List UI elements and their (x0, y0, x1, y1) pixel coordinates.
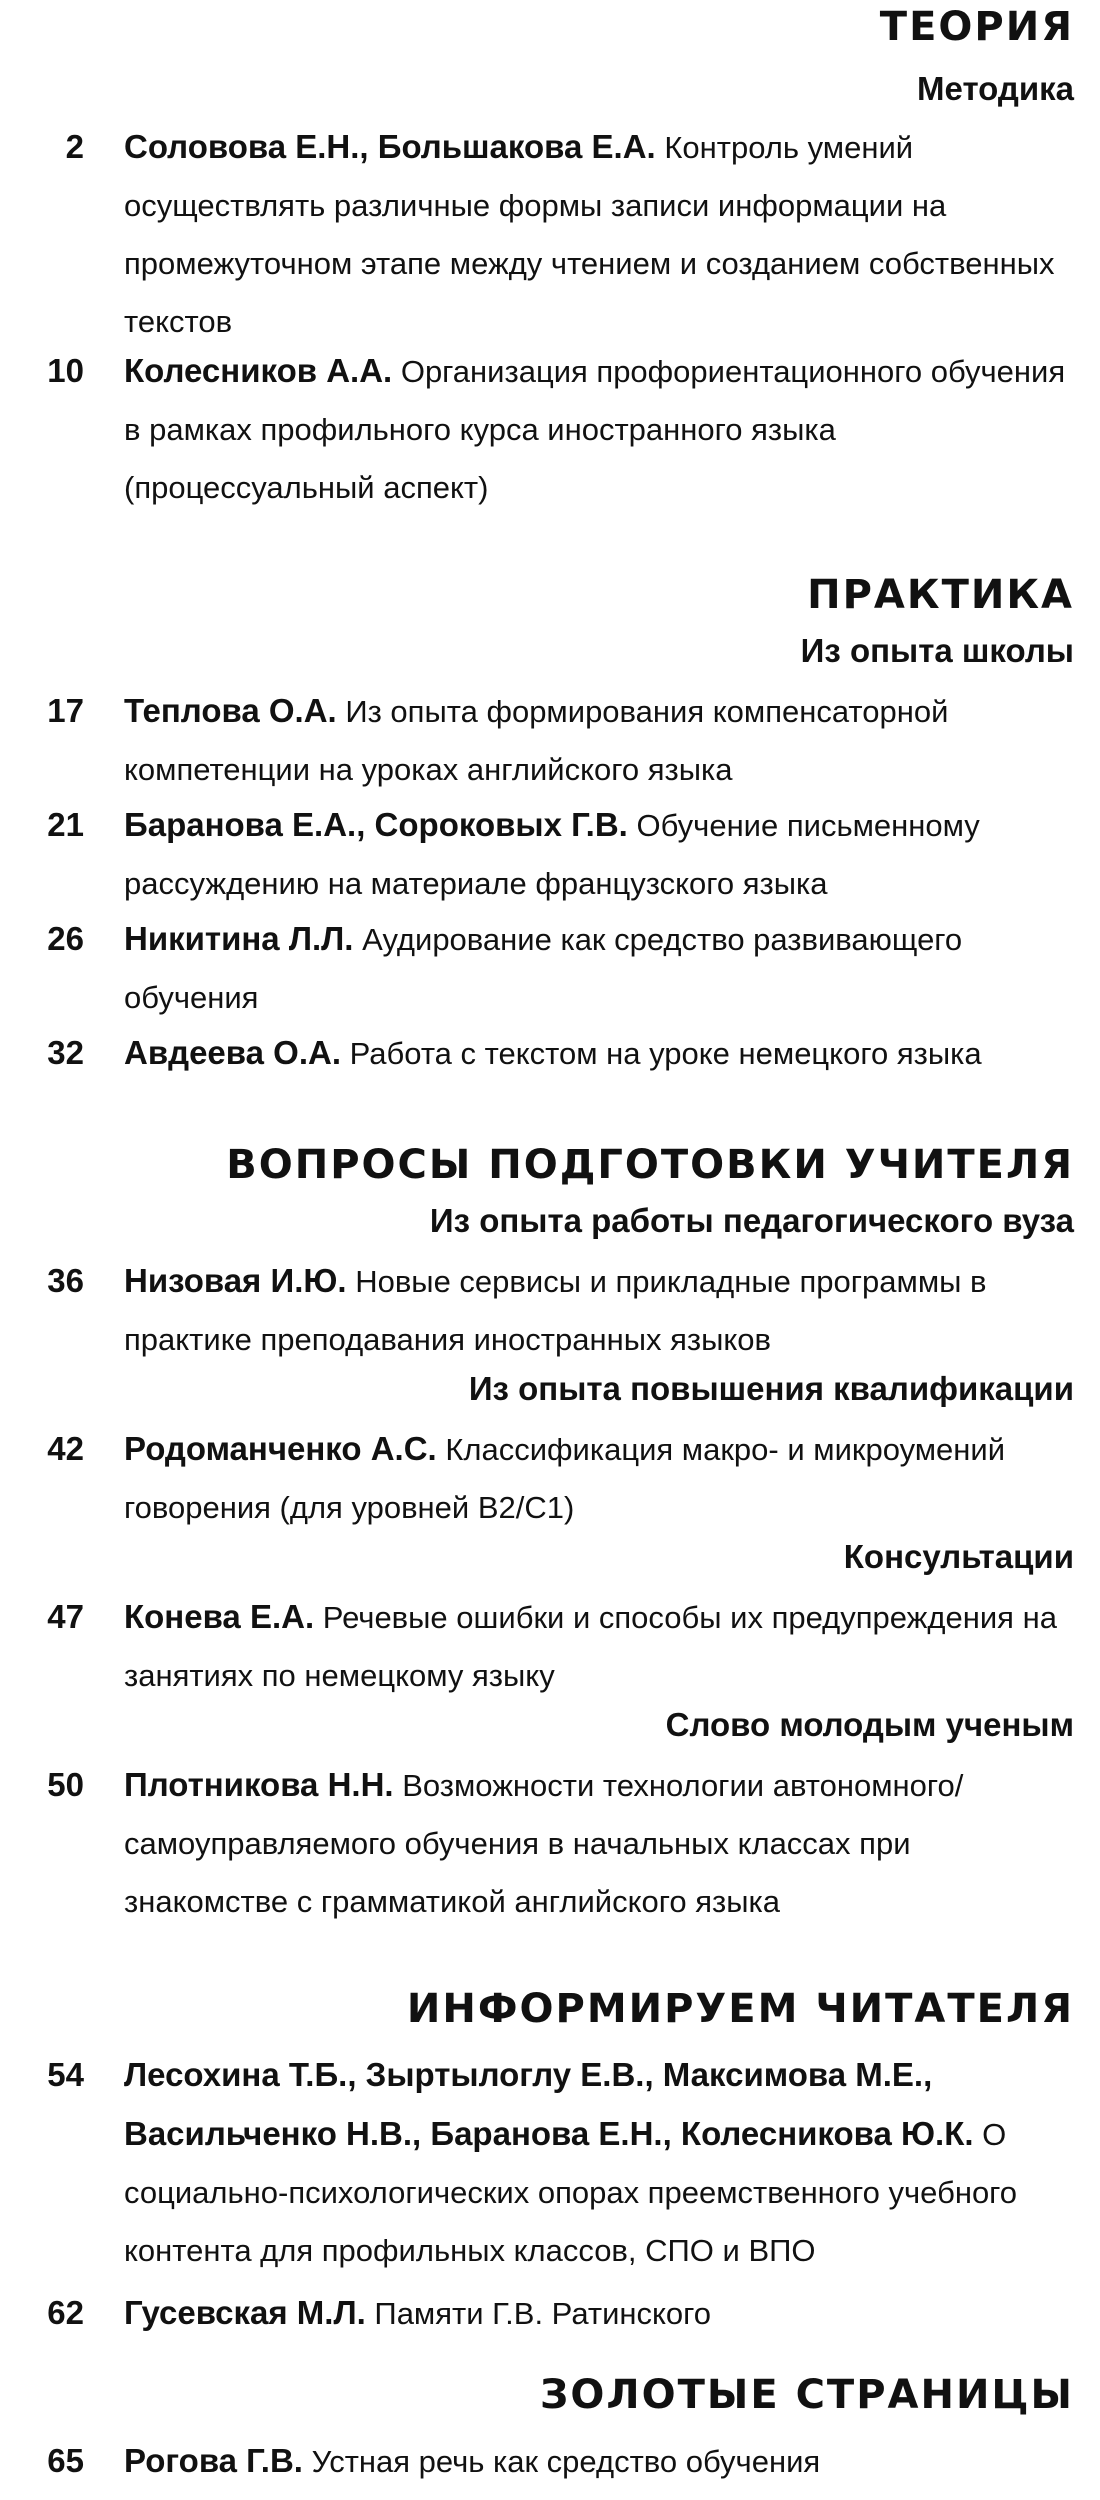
entry-authors: Конева Е.А. (124, 1598, 315, 1635)
entry-title: Памяти Г.В. Ратинского (374, 2296, 712, 2331)
entry-authors: Гусевская М.Л. (124, 2294, 366, 2331)
page-number: 62 (47, 2294, 84, 2331)
entry-text (124, 682, 1074, 799)
entry-text (124, 910, 1074, 1027)
section-heading-teacher-training: ВОПРОСЫ ПОДГОТОВКИ УЧИТЕЛЯ (226, 1142, 1074, 1188)
section-heading-inform-reader: ИНФОРМИРУЕМ ЧИТАТЕЛЯ (406, 1986, 1074, 2032)
entry-title: Возможности технологии автономного/самоуправляемого обучения в начальных классах при знакомстве с грамматикой английского языка (124, 1768, 964, 1919)
page-number: 42 (47, 1430, 84, 1467)
section-heading-theory: ТЕОРИЯ (879, 4, 1074, 50)
page-number: 65 (47, 2442, 84, 2479)
entry-title: Аудирование как средство развивающего обучения (124, 922, 963, 1015)
entry-authors: Плотникова Н.Н. (124, 1766, 394, 1803)
page-number: 10 (47, 352, 84, 389)
subsection-heading-young-scientists: Слово молодым ученым (665, 1706, 1074, 1743)
entry-text (124, 2432, 1074, 2491)
page-number: 26 (47, 920, 84, 957)
page-number: 47 (47, 1598, 84, 1635)
entry-title: Обучение письменному рассуждению на материале французского языка (124, 808, 980, 901)
entry-authors: Баранова Е.А., Сороковых Г.В. (124, 806, 628, 843)
entry-authors: Соловова Е.Н., Большакова Е.А. (124, 128, 656, 165)
entry-title: Речевые ошибки и способы их предупреждения на занятиях по немецкому языку (124, 1600, 1057, 1693)
entry-title: Классификация макро- и микроумений говорения (для уровней B2/C1) (124, 1432, 1006, 1525)
entry-text (124, 1252, 1074, 1369)
entry-title: Работа с текстом на уроке немецкого языка (349, 1036, 982, 1071)
entry-title: Организация профориентационного обучения в рамках профильного курса иностранного языка (процессуальный аспект) (124, 354, 1066, 505)
entry-text (124, 342, 1074, 517)
subsection-heading-pedagogical-university: Из опыта работы педагогического вуза (429, 1202, 1074, 1239)
subsection-heading-school-experience: Из опыта школы (800, 632, 1074, 669)
page-number: 54 (47, 2056, 84, 2093)
entry-authors: Теплова О.А. (124, 692, 337, 729)
entry-text (124, 2284, 1074, 2343)
entry-authors: Колесников А.А. (124, 352, 393, 389)
entry-title: Контроль умений осуществлять различные формы записи информации на промежуточном этапе между чтением и созданием собственных текстов (124, 130, 1055, 339)
entry-text (124, 118, 1074, 351)
page-number: 50 (47, 1766, 84, 1803)
entry-text (124, 1588, 1074, 1705)
page-number: 21 (47, 806, 84, 843)
entry-text (124, 796, 1074, 913)
entry-authors: Рогова Г.В. (124, 2442, 303, 2479)
entry-authors: Родоманченко А.С. (124, 1430, 437, 1467)
page-number: 32 (47, 1034, 84, 1071)
entry-authors: Низовая И.Ю. (124, 1262, 347, 1299)
entry-authors: Авдеева О.А. (124, 1034, 341, 1071)
subsection-heading-methodology: Методика (917, 70, 1074, 107)
entry-title: Устная речь как средство обучения (311, 2444, 821, 2479)
entry-text (124, 1756, 1074, 1931)
entry-text (124, 2046, 1074, 2280)
subsection-heading-consultations: Консультации (843, 1538, 1074, 1575)
page-number: 2 (65, 128, 84, 165)
entry-title: О социально-психологических опорах преемственного учебного контента для профильных классов, СПО и ВПО (124, 2117, 1018, 2268)
section-heading-golden-pages: ЗОЛОТЫЕ СТРАНИЦЫ (539, 2372, 1074, 2418)
entry-authors: Лесохина Т.Б., Зыртылоглу Е.В., Максимова М.Е., Васильченко Н.В., Баранова Е.Н., Колесникова Ю.К. (124, 2056, 974, 2152)
page-number: 17 (47, 692, 84, 729)
entry-title: Новые сервисы и прикладные программы в практике преподавания иностранных языков (124, 1264, 987, 1357)
entry-text (124, 1420, 1074, 1537)
subsection-heading-qualification: Из опыта повышения квалификации (468, 1370, 1074, 1407)
entry-authors: Никитина Л.Л. (124, 920, 354, 957)
page-number: 36 (47, 1262, 84, 1299)
entry-text (124, 1024, 1074, 1083)
section-heading-practice: ПРАКТИКА (807, 572, 1074, 618)
entry-title: Из опыта формирования компенсаторной компетенции на уроках английского языка (124, 694, 949, 787)
